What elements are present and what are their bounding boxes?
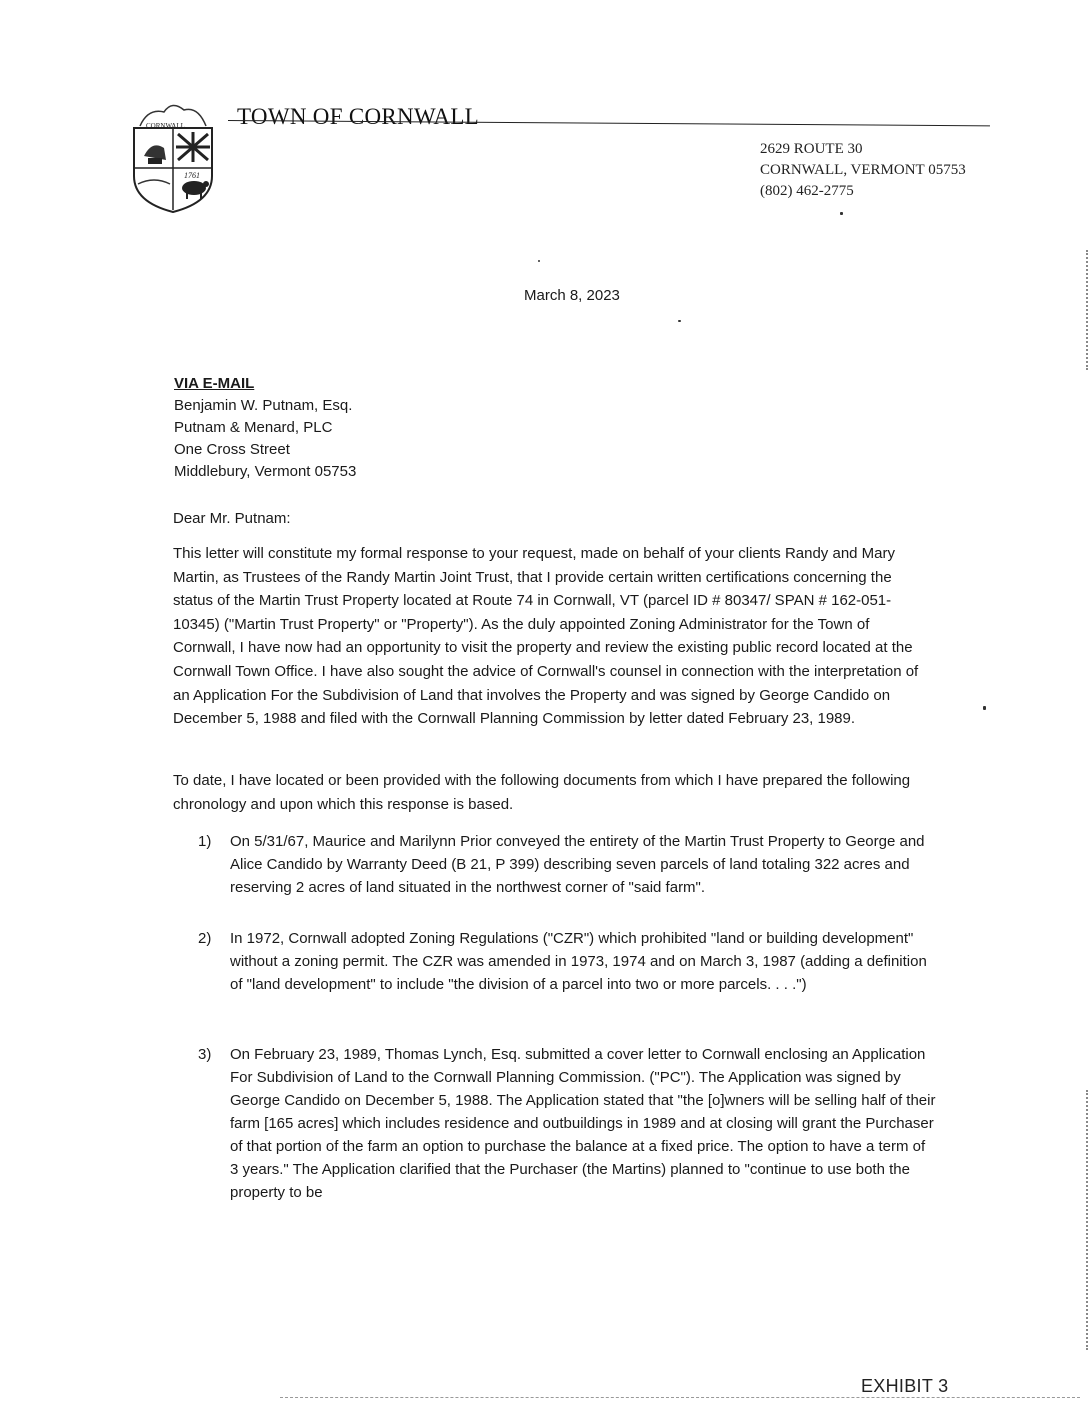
scan-edge [1083,250,1088,370]
recipient-block [174,373,356,483]
scan-dash-line [280,1397,1080,1398]
exhibit-label: EXHIBIT 3 [861,1376,949,1396]
body-paragraph: To date, I have located or been provided with the following documents from which I have prepared the following chronology and upon which this response is based. [173,772,911,813]
phone-number: (802) 462-2775 [760,183,854,199]
svg-text:1761: 1761 [184,171,200,180]
recipient-line: Putnam & Menard, PLC [174,419,333,436]
scan-speck [840,212,843,215]
letter-date: March 8, 2023 [524,287,620,304]
item-text: On February 23, 1989, Thomas Lynch, Esq. submitted a cover letter to Cornwall enclosing an Application For Subdivision of Land to the Cornwall Planning Commission. ("PC"). The Application was signed by George Candido on December 5, 1988. The Application stated that "the [o]wners will be selling half of their farm [165 acres] which includes residence and outbuildings in 1989 and at closing will grant the Purchaser of that portion of the farm an option to purchase the balance at a fixed price. The option to have a term of 3 years." The Application clarified that the Purchaser (the Martins) planned to "continue to use both the property to be [230,1046,936,1201]
scan-speck [538,260,540,262]
recipient-line: One Cross Street [174,441,290,458]
scan-speck [983,706,986,710]
town-seal-icon [128,98,218,216]
address-line: CORNWALL, VERMONT 05753 [760,162,966,178]
recipient-line: Benjamin W. Putnam, Esq. [174,397,353,414]
item-number: 1) [198,833,212,850]
scan-edge [1083,1090,1088,1350]
item-text: On 5/31/67, Maurice and Marilynn Prior conveyed the entirety of the Martin Trust Property to George and Alice Candido by Warranty Deed (B 21, P 399) describing seven parcels of land totaling 322 acres and reserving 2 acres of land situated in the northwest corner of "said farm". [230,833,925,896]
item-number: 2) [198,930,212,947]
item-number: 3) [198,1046,212,1063]
address-line: 2629 ROUTE 30 [760,141,863,157]
delivery-method: VIA E-MAIL [174,375,255,392]
letterhead-address [760,139,966,202]
body-paragraph: This letter will constitute my formal response to your request, made on behalf of your clients Randy and Mary Martin, as Trustees of the Randy Martin Joint Trust, that I provide certain written certifications concerning the status of the Martin Trust Property located at Route 74 in Cornwall, VT (parcel ID # 80347/ SPAN # 162-051-10345) ("Martin Trust Property" or "Property"). As the duly appointed Zoning Administrator for the Town of Cornwall, I have now had an opportunity to visit the property and review the existing public record located at the Cornwall Town Office. I have also sought the advice of Cornwall's counsel in connection with the interpretation of an Application For the Subdivision of Land that involves the Property and was signed by George Candido on December 5, 1988 and filed with the Cornwall Planning Commission by letter dated February 23, 1989. [173,545,919,728]
scan-speck [678,320,681,322]
item-text: In 1972, Cornwall adopted Zoning Regulations ("CZR") which prohibited "land or building development" without a zoning permit. The CZR was amended in 1973, 1974 and on March 3, 1987 (adding a definition of "land development" to include "the division of a parcel into two or more parcels. . . .") [230,930,927,993]
svg-text:CORNWALL: CORNWALL [146,122,185,130]
town-name: TOWN OF CORNWALL [237,104,480,129]
recipient-line: Middlebury, Vermont 05753 [174,463,357,480]
salutation: Dear Mr. Putnam: [173,510,291,527]
